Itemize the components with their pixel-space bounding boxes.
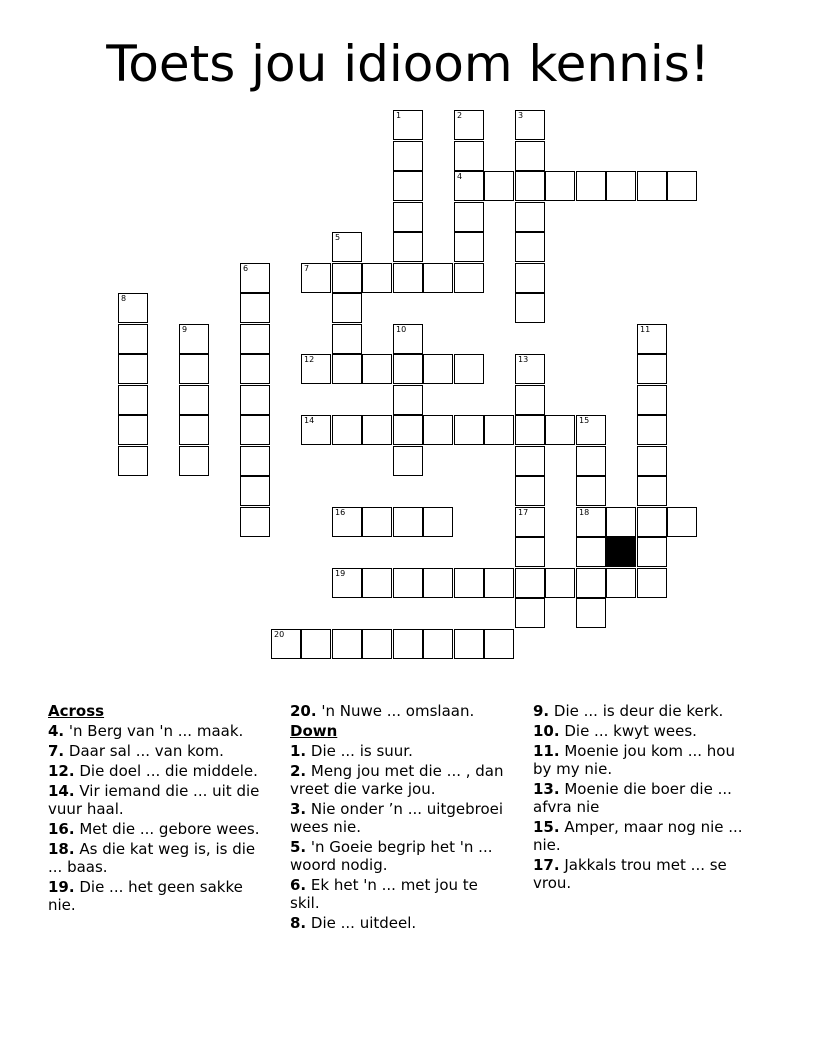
cell-number: 19 bbox=[335, 569, 346, 578]
cell-number: 15 bbox=[579, 416, 590, 425]
grid-cell[interactable] bbox=[118, 324, 148, 354]
grid-cell[interactable] bbox=[637, 537, 667, 567]
grid-cell[interactable] bbox=[393, 629, 423, 659]
grid-cell[interactable] bbox=[637, 324, 667, 354]
grid-cell[interactable] bbox=[393, 110, 423, 140]
grid-cell[interactable] bbox=[454, 232, 484, 262]
grid-cell[interactable] bbox=[606, 568, 636, 598]
grid-cell[interactable] bbox=[637, 354, 667, 384]
puzzle-title: Toets jou idioom kennis! bbox=[106, 35, 710, 93]
cell-number: 2 bbox=[457, 111, 463, 120]
grid-cell[interactable] bbox=[332, 263, 362, 293]
grid-cell[interactable] bbox=[393, 141, 423, 171]
grid-cell[interactable] bbox=[576, 537, 606, 567]
grid-cell[interactable] bbox=[454, 629, 484, 659]
grid-cell[interactable] bbox=[454, 110, 484, 140]
grid-cell[interactable] bbox=[393, 354, 423, 384]
grid-cell[interactable] bbox=[576, 568, 606, 598]
clue-down-11: 11. Moenie jou kom ... hou by my nie. bbox=[533, 742, 735, 778]
grid-cell[interactable] bbox=[332, 629, 362, 659]
grid-cell[interactable] bbox=[454, 171, 484, 201]
cell-number: 20 bbox=[274, 630, 285, 639]
grid-cell[interactable] bbox=[240, 263, 270, 293]
grid-cell[interactable] bbox=[515, 110, 545, 140]
grid-cell[interactable] bbox=[393, 232, 423, 262]
clue-across-18: 18. As die kat weg is, is die ... baas. bbox=[48, 840, 256, 876]
grid-cell[interactable] bbox=[393, 446, 423, 476]
grid-cell[interactable] bbox=[423, 507, 453, 537]
grid-cell[interactable] bbox=[240, 446, 270, 476]
grid-cell[interactable] bbox=[362, 263, 392, 293]
grid-cell[interactable] bbox=[179, 324, 209, 354]
grid-cell[interactable] bbox=[515, 507, 545, 537]
grid-cell[interactable] bbox=[362, 507, 392, 537]
grid-cell[interactable] bbox=[179, 446, 209, 476]
grid-cell[interactable] bbox=[240, 293, 270, 323]
grid-cell[interactable] bbox=[423, 354, 453, 384]
grid-cell[interactable] bbox=[393, 263, 423, 293]
grid-cell[interactable] bbox=[667, 507, 697, 537]
clue-down-8: 8. Die ... uitdeel. bbox=[290, 914, 417, 932]
grid-cell[interactable] bbox=[423, 415, 453, 445]
grid-cell[interactable] bbox=[637, 507, 667, 537]
grid-cell[interactable] bbox=[332, 568, 362, 598]
grid-cell[interactable] bbox=[606, 507, 636, 537]
grid-cell[interactable] bbox=[240, 476, 270, 506]
clue-across-7: 7. Daar sal ... van kom. bbox=[48, 742, 224, 760]
grid-cell[interactable] bbox=[240, 385, 270, 415]
grid-cell[interactable] bbox=[454, 263, 484, 293]
grid-cell[interactable] bbox=[393, 385, 423, 415]
cell-number: 6 bbox=[243, 264, 249, 273]
grid-cell[interactable] bbox=[545, 171, 575, 201]
grid-cell[interactable] bbox=[454, 141, 484, 171]
grid-cell[interactable] bbox=[454, 202, 484, 232]
across-heading: Across bbox=[48, 702, 105, 720]
grid-cell[interactable] bbox=[515, 568, 545, 598]
grid-cell[interactable] bbox=[118, 385, 148, 415]
cell-number: 12 bbox=[304, 355, 315, 364]
grid-cell[interactable] bbox=[423, 263, 453, 293]
grid-cell[interactable] bbox=[454, 354, 484, 384]
grid-cell[interactable] bbox=[515, 354, 545, 384]
cell-number: 3 bbox=[518, 111, 524, 120]
grid-cell[interactable] bbox=[362, 354, 392, 384]
clue-down-5: 5. 'n Goeie begrip het 'n ... woord nodig. bbox=[290, 838, 493, 874]
grid-cell[interactable] bbox=[484, 568, 514, 598]
cell-number: 14 bbox=[304, 416, 315, 425]
grid-cell[interactable] bbox=[484, 171, 514, 201]
grid-cell[interactable] bbox=[515, 446, 545, 476]
grid-cell[interactable] bbox=[179, 415, 209, 445]
grid-cell[interactable] bbox=[393, 507, 423, 537]
grid-cell[interactable] bbox=[515, 385, 545, 415]
grid-cell[interactable] bbox=[240, 354, 270, 384]
cell-number: 8 bbox=[121, 294, 127, 303]
grid-cell[interactable] bbox=[667, 171, 697, 201]
grid-cell[interactable] bbox=[301, 354, 331, 384]
grid-cell[interactable] bbox=[240, 507, 270, 537]
grid-cell[interactable] bbox=[240, 415, 270, 445]
clue-across-14: 14. Vir iemand die ... uit die vuur haal. bbox=[48, 782, 260, 818]
clue-down-6: 6. Ek het 'n ... met jou te skil. bbox=[290, 876, 478, 912]
clue-down-10: 10. Die ... kwyt wees. bbox=[533, 722, 697, 740]
grid-cell[interactable] bbox=[637, 568, 667, 598]
grid-cell[interactable] bbox=[454, 415, 484, 445]
grid-cell[interactable] bbox=[423, 568, 453, 598]
grid-cell[interactable] bbox=[393, 171, 423, 201]
grid-cell[interactable] bbox=[393, 568, 423, 598]
clue-down-17: 17. Jakkals trou met ... se vrou. bbox=[533, 856, 727, 892]
grid-cell[interactable] bbox=[515, 415, 545, 445]
grid-cell[interactable] bbox=[118, 446, 148, 476]
grid-cell[interactable] bbox=[515, 202, 545, 232]
grid-cell[interactable] bbox=[423, 629, 453, 659]
grid-cell[interactable] bbox=[362, 629, 392, 659]
clue-down-1: 1. Die ... is suur. bbox=[290, 742, 413, 760]
cell-number: 16 bbox=[335, 508, 346, 517]
grid-cell[interactable] bbox=[637, 171, 667, 201]
clue-across-20: 20. 'n Nuwe ... omslaan. bbox=[290, 702, 475, 720]
grid-cell[interactable] bbox=[454, 568, 484, 598]
clue-down-13: 13. Moenie die boer die ... afvra nie bbox=[533, 780, 732, 816]
cell-number: 18 bbox=[579, 508, 590, 517]
grid-cell[interactable] bbox=[545, 415, 575, 445]
grid-cell[interactable] bbox=[301, 415, 331, 445]
cell-number: 7 bbox=[304, 264, 310, 273]
grid-cell[interactable] bbox=[576, 446, 606, 476]
cell-number: 1 bbox=[396, 111, 402, 120]
grid-cell[interactable] bbox=[179, 354, 209, 384]
clue-down-3: 3. Nie onder ’n ... uitgebroei wees nie. bbox=[290, 800, 504, 836]
cell-number: 17 bbox=[518, 508, 529, 517]
grid-cell[interactable] bbox=[118, 293, 148, 323]
grid-cell[interactable] bbox=[332, 232, 362, 262]
clue-down-2: 2. Meng jou met die ... , dan vreet die varke jou. bbox=[290, 762, 504, 798]
grid-cell[interactable] bbox=[515, 171, 545, 201]
grid-cell[interactable] bbox=[637, 476, 667, 506]
grid-cell[interactable] bbox=[393, 202, 423, 232]
grid-cell[interactable] bbox=[362, 415, 392, 445]
grid-cell[interactable] bbox=[332, 324, 362, 354]
grid-cell[interactable] bbox=[332, 415, 362, 445]
grid-cell[interactable] bbox=[118, 354, 148, 384]
grid-cell[interactable] bbox=[484, 629, 514, 659]
grid-cell[interactable] bbox=[515, 232, 545, 262]
grid-cell[interactable] bbox=[515, 141, 545, 171]
grid-cell[interactable] bbox=[301, 629, 331, 659]
grid-cell[interactable] bbox=[515, 293, 545, 323]
grid-cell[interactable] bbox=[515, 598, 545, 628]
grid-cell[interactable] bbox=[576, 507, 606, 537]
grid-cell[interactable] bbox=[576, 598, 606, 628]
grid-cell[interactable] bbox=[362, 568, 392, 598]
grid-cell[interactable] bbox=[515, 537, 545, 567]
clue-across-4: 4. 'n Berg van 'n ... maak. bbox=[48, 722, 244, 740]
clue-across-12: 12. Die doel ... die middele. bbox=[48, 762, 258, 780]
grid-cell[interactable] bbox=[545, 568, 575, 598]
grid-cell[interactable] bbox=[576, 171, 606, 201]
cell-number: 4 bbox=[457, 172, 463, 181]
grid-cell[interactable] bbox=[576, 476, 606, 506]
clues-column-2 bbox=[290, 702, 510, 934]
clues-column-1 bbox=[48, 702, 268, 916]
clues-column-3 bbox=[533, 702, 753, 894]
cell-number: 9 bbox=[182, 325, 188, 334]
grid-cell[interactable] bbox=[393, 324, 423, 354]
clue-across-16: 16. Met die ... gebore wees. bbox=[48, 820, 260, 838]
grid-cell[interactable] bbox=[393, 415, 423, 445]
clue-down-9: 9. Die ... is deur die kerk. bbox=[533, 702, 724, 720]
grid-cell[interactable] bbox=[179, 385, 209, 415]
black-cell bbox=[606, 537, 636, 567]
down-heading: Down bbox=[290, 722, 338, 740]
cell-number: 10 bbox=[396, 325, 407, 334]
cell-number: 11 bbox=[640, 325, 651, 334]
grid-cell[interactable] bbox=[637, 415, 667, 445]
clue-across-19: 19. Die ... het geen sakke nie. bbox=[48, 878, 243, 914]
grid-cell[interactable] bbox=[515, 263, 545, 293]
grid-cell[interactable] bbox=[484, 415, 514, 445]
grid-cell[interactable] bbox=[576, 415, 606, 445]
grid-cell[interactable] bbox=[637, 446, 667, 476]
grid-cell[interactable] bbox=[606, 171, 636, 201]
clue-down-15: 15. Amper, maar nog nie ... nie. bbox=[533, 818, 743, 854]
grid-cell[interactable] bbox=[332, 507, 362, 537]
grid-cell[interactable] bbox=[301, 263, 331, 293]
cell-number: 5 bbox=[335, 233, 341, 242]
grid-cell[interactable] bbox=[637, 385, 667, 415]
grid-cell[interactable] bbox=[240, 324, 270, 354]
grid-cell[interactable] bbox=[271, 629, 301, 659]
cell-number: 13 bbox=[518, 355, 529, 364]
grid-cell[interactable] bbox=[332, 293, 362, 323]
grid-cell[interactable] bbox=[332, 354, 362, 384]
grid-cell[interactable] bbox=[515, 476, 545, 506]
grid-cell[interactable] bbox=[118, 415, 148, 445]
